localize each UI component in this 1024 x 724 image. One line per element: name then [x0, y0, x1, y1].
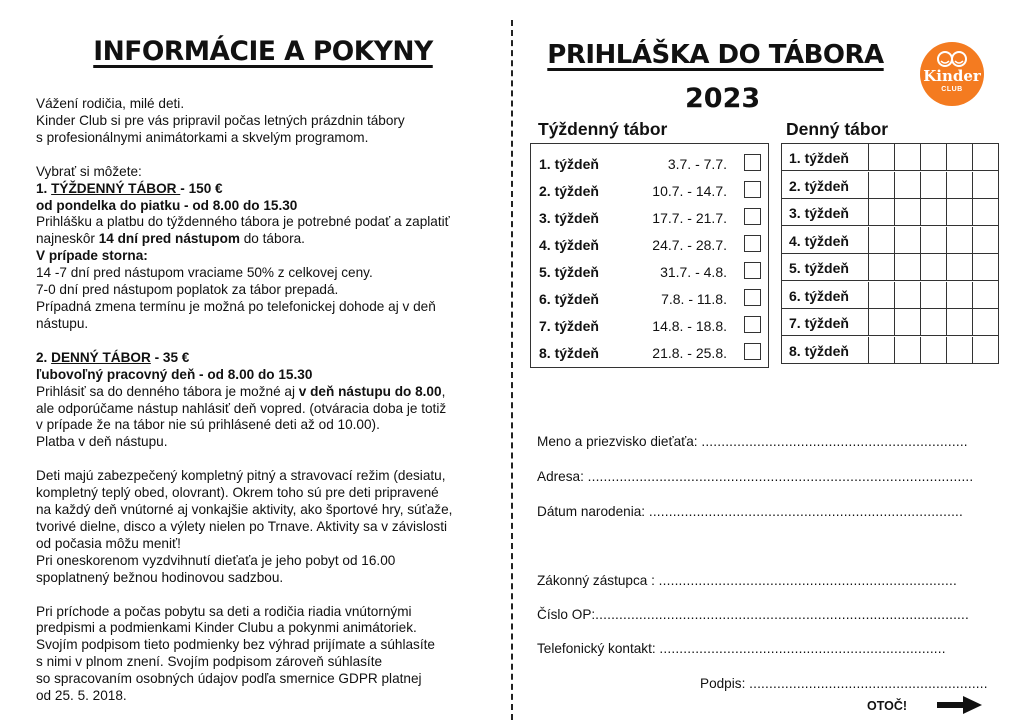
logo-brand: Kinder — [923, 67, 981, 85]
day-cell[interactable] — [946, 227, 972, 254]
day-cell[interactable] — [894, 282, 920, 309]
day-cell[interactable] — [946, 337, 972, 364]
day-cell[interactable] — [946, 199, 972, 226]
id-card-field[interactable]: Číslo OP:.............................................................................................. — [537, 607, 969, 622]
week-checkbox[interactable] — [744, 154, 761, 171]
rules-text: so spracovaním osobných údajov podľa smernice GDPR platnej — [36, 671, 422, 687]
form-title: PRIHLÁŠKA DO TÁBORA — [547, 40, 884, 70]
care-text: kompletný teplý obed, olovrant). Okrem toho sú pre deti pripravené — [36, 485, 439, 501]
day-cell[interactable] — [920, 254, 946, 281]
logo-sub: CLUB — [941, 86, 963, 93]
day-cell[interactable] — [946, 282, 972, 309]
guardian-field[interactable]: Zákonný zástupca : ........................................................................... — [537, 573, 957, 588]
rules-text: Pri príchode a počas pobytu sa deti a rodičia riadia vnútornými — [36, 603, 412, 619]
week-checkbox[interactable] — [744, 208, 761, 225]
day-cell[interactable] — [920, 309, 946, 336]
care-text: tvorivé dielne, disco a výlety nielen po Trnave. Aktivity sa v závislosti — [36, 518, 448, 534]
fold-line — [511, 20, 513, 720]
week-row: 4. týždeň 24.7. - 28.7. — [531, 231, 767, 258]
choose-label: Vybrať si môžete: — [36, 163, 142, 179]
weekly-camp-header: Týždenný tábor — [538, 119, 668, 139]
care-text: Pri oneskorenom vyzdvihnutí dieťaťa je jeho pobyt od 16.00 — [36, 552, 396, 568]
phone-field[interactable]: Telefonický kontakt: ........................................................................ — [537, 641, 946, 656]
arrow-right-icon — [937, 695, 983, 715]
day-cell[interactable] — [946, 309, 972, 336]
day-cell[interactable] — [946, 172, 972, 199]
day-cell[interactable] — [920, 144, 946, 171]
day-row: 8. týždeň — [782, 337, 998, 364]
weekly-camp-time: od pondelka do piatku - od 8.00 do 15.30 — [36, 197, 298, 213]
day-cell[interactable] — [894, 144, 920, 171]
info-text — [36, 96, 496, 705]
day-cell[interactable] — [894, 199, 920, 226]
day-cell[interactable] — [868, 172, 894, 199]
weekly-camp-heading: 1. TÝŽDENNÝ TÁBOR - 150 € — [36, 180, 223, 196]
week-row: 8. týždeň 21.8. - 25.8. — [531, 339, 767, 366]
day-cell[interactable] — [920, 172, 946, 199]
daily-camp-text: v prípade že na tábor nie sú prihlásené deti až od 10.00). — [36, 417, 380, 433]
day-row: 6. týždeň — [782, 282, 998, 309]
day-row: 2. týždeň — [782, 172, 998, 199]
day-cell[interactable] — [946, 144, 972, 171]
daily-camp-time: ľubovoľný pracovný deň - od 8.00 do 15.30 — [36, 366, 313, 382]
week-checkbox[interactable] — [744, 235, 761, 252]
day-cell[interactable] — [868, 254, 894, 281]
week-checkbox[interactable] — [744, 316, 761, 333]
week-checkbox[interactable] — [744, 262, 761, 279]
care-text: spoplatnený bežnou hodinovou sadzbou. — [36, 569, 284, 585]
rules-text: predpismi a podmienkami Kinder Clubu a pokynmi animátoriek. — [36, 620, 417, 636]
week-row: 2. týždeň 10.7. - 14.7. — [531, 177, 767, 204]
signature-field[interactable]: Podpis: ............................................................ — [700, 676, 988, 691]
day-row: 5. týždeň — [782, 254, 998, 281]
day-cell[interactable] — [972, 309, 998, 336]
day-cell[interactable] — [920, 282, 946, 309]
day-row: 4. týždeň — [782, 227, 998, 254]
day-row: 7. týždeň — [782, 309, 998, 336]
rules-text: Svojím podpisom tieto podmienky bez výhrad prijímate a súhlasíte — [36, 637, 435, 653]
weekly-camp-text: najneskôr 14 dní pred nástupom do tábora. — [36, 231, 305, 247]
day-cell[interactable] — [868, 309, 894, 336]
day-cell[interactable] — [894, 309, 920, 336]
care-text: Deti majú zabezpečený kompletný pitný a stravovací režim (desiatu, — [36, 468, 446, 484]
form-year: 2023 — [685, 83, 761, 114]
intro-line: s profesionálnymi animátorkami a skvelým programom. — [36, 129, 369, 145]
day-cell[interactable] — [972, 199, 998, 226]
daily-camp-table — [781, 143, 999, 364]
storno-text: Prípadná zmena termínu je možná po telefonickej dohode aj v deň — [36, 298, 436, 314]
week-row: 5. týždeň 31.7. - 4.8. — [531, 258, 767, 285]
day-cell[interactable] — [920, 337, 946, 364]
birth-date-field[interactable]: Dátum narodenia: ............................................................................... — [537, 504, 964, 519]
day-cell[interactable] — [894, 172, 920, 199]
week-checkbox[interactable] — [744, 289, 761, 306]
week-checkbox[interactable] — [744, 181, 761, 198]
day-cell[interactable] — [972, 144, 998, 171]
day-cell[interactable] — [946, 254, 972, 281]
day-cell[interactable] — [972, 254, 998, 281]
day-row: 1. týždeň — [782, 144, 998, 171]
daily-camp-text: Platba v deň nástupu. — [36, 434, 168, 450]
day-cell[interactable] — [920, 227, 946, 254]
child-name-field[interactable]: Meno a priezvisko dieťaťa: ................................................................... — [537, 434, 968, 449]
day-cell[interactable] — [868, 199, 894, 226]
rules-text: s nimi v plnom znení. Svojím podpisom zároveň súhlasíte — [36, 654, 383, 670]
address-field[interactable]: Adresa: ................................................................................................. — [537, 469, 974, 484]
day-cell[interactable] — [894, 227, 920, 254]
day-row: 3. týždeň — [782, 199, 998, 226]
daily-camp-text: ale odporúčame nástup nahlásiť deň vopred. (otváracia doba je totiž — [36, 400, 447, 416]
day-cell[interactable] — [894, 254, 920, 281]
day-cell[interactable] — [972, 337, 998, 364]
care-text: od počasia môžu meniť! — [36, 535, 181, 551]
day-cell[interactable] — [920, 199, 946, 226]
day-cell[interactable] — [868, 337, 894, 364]
daily-camp-heading: 2. DENNÝ TÁBOR - 35 € — [36, 349, 190, 365]
rules-text: od 25. 5. 2018. — [36, 688, 127, 704]
day-cell[interactable] — [868, 144, 894, 171]
week-row: 7. týždeň 14.8. - 18.8. — [531, 312, 767, 339]
day-cell[interactable] — [972, 227, 998, 254]
storno-text: 14 -7 dní pred nástupom vraciame 50% z celkovej ceny. — [36, 265, 373, 281]
kinder-club-logo — [920, 42, 984, 106]
week-checkbox[interactable] — [744, 343, 761, 360]
day-cell[interactable] — [868, 227, 894, 254]
week-row: 1. týždeň 3.7. - 7.7. — [531, 150, 767, 177]
care-text: na každý deň vnútorné aj vonkajšie aktivity, ako športové hry, súťaže, — [36, 502, 453, 518]
day-cell[interactable] — [972, 282, 998, 309]
greeting: Vážení rodičia, milé deti. — [36, 96, 185, 111]
weekly-camp-table — [530, 143, 769, 368]
day-cell[interactable] — [972, 172, 998, 199]
intro-line: Kinder Club si pre vás pripravil počas letných prázdnin tábory — [36, 112, 405, 128]
weekly-camp-text: Prihlášku a platbu do týždenného tábora je potrebné podať a zaplatiť — [36, 214, 450, 230]
week-row: 3. týždeň 17.7. - 21.7. — [531, 204, 767, 231]
daily-camp-text: Prihlásiť sa do denného tábora je možné aj v deň nástupu do 8.00, — [36, 383, 446, 399]
info-title: INFORMÁCIE A POKYNY — [93, 36, 433, 67]
week-row: 6. týždeň 7.8. - 11.8. — [531, 285, 767, 312]
storno-heading: V prípade storna: — [36, 248, 148, 264]
day-cell[interactable] — [868, 282, 894, 309]
storno-text: 7-0 dní pred nástupom poplatok za tábor prepadá. — [36, 282, 339, 298]
daily-camp-header: Denný tábor — [786, 119, 889, 139]
day-cell[interactable] — [894, 337, 920, 364]
storno-text: nástupu. — [36, 315, 89, 331]
turn-over-note: OTOČ! — [867, 699, 907, 713]
